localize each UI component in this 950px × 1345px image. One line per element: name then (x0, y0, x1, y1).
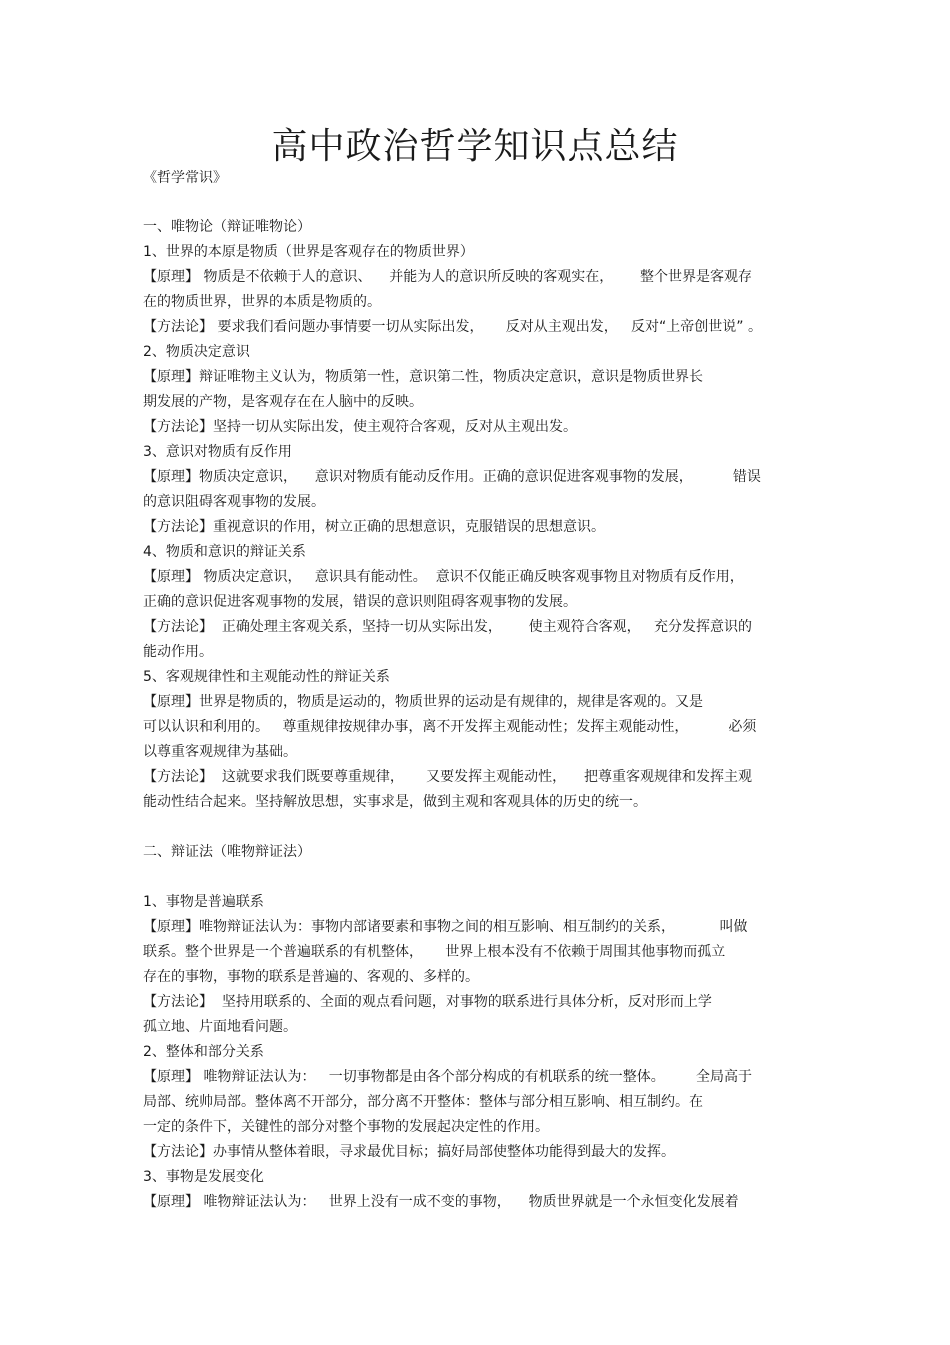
text-line: 1、世界的本原是物质（世界是客观存在的物质世界） (143, 244, 474, 260)
document-body (143, 166, 811, 1215)
text-line: 【方法论】 这就要求我们既要尊重规律， 又要发挥主观能动性， 把尊重客观规律和发挥主观 (143, 769, 752, 785)
text-line: 2、物质决定意识 (143, 344, 250, 360)
text-line: 4、物质和意识的辩证关系 (143, 544, 306, 560)
text-line: 在的物质世界，世界的本质是物质的。 (143, 294, 381, 310)
text-line: 2、整体和部分关系 (143, 1044, 264, 1060)
text-line: 3、事物是发展变化 (143, 1169, 264, 1185)
text-line: 【方法论】坚持一切从实际出发，使主观符合客观，反对从主观出发。 (143, 419, 577, 435)
text-line: 一定的条件下，关键性的部分对整个事物的发展起决定性的作用。 (143, 1119, 549, 1135)
text-line: 【方法论】 要求我们看问题办事情要一切从实际出发， 反对从主观出发， 反对“上帝创世说” 。 (143, 319, 763, 335)
text-line: 能动作用。 (143, 644, 213, 660)
text-line: 可以认识和利用的。 尊重规律按规律办事，离不开发挥主观能动性；发挥主观能动性， 必须 (143, 719, 757, 735)
document-title: 高中政治哲学知识点总结 (271, 126, 679, 167)
text-line: 【原理】 物质是不依赖于人的意识、 并能为人的意识所反映的客观实在， 整个世界是客观存 (143, 269, 752, 285)
text-line: 【原理】世界是物质的，物质是运动的，物质世界的运动是有规律的，规律是客观的。又是 (143, 694, 703, 710)
document-subtitle: 《哲学常识》 (143, 170, 227, 186)
text-line: 以尊重客观规律为基础。 (143, 744, 297, 760)
text-line: 【方法论】重视意识的作用，树立正确的思想意识，克服错误的思想意识。 (143, 519, 605, 535)
text-line: 【原理】唯物辩证法认为：事物内部诸要素和事物之间的相互影响、相互制约的关系， 叫做 (143, 919, 748, 935)
section-heading-dialectics: 二、辩证法（唯物辩证法） (143, 844, 311, 860)
text-line: 【原理】 物质决定意识， 意识具有能动性。 意识不仅能正确反映客观事物且对物质有反作用， (143, 569, 744, 585)
text-line: 局部、统帅局部。整体离不开部分，部分离不开整体：整体与部分相互影响、相互制约。在 (143, 1094, 703, 1110)
section-heading-materialism: 一、唯物论（辩证唯物论） (143, 219, 311, 235)
text-line: 联系。整个世界是一个普遍联系的有机整体， 世界上根本没有不依赖于周围其他事物而孤立 (143, 944, 726, 960)
text-line: 正确的意识促进客观事物的发展，错误的意识则阻碍客观事物的发展。 (143, 594, 577, 610)
text-line: 【方法论】办事情从整体着眼，寻求最优目标；搞好局部使整体功能得到最大的发挥。 (143, 1144, 675, 1160)
text-line: 【原理】辩证唯物主义认为，物质第一性，意识第二性，物质决定意识，意识是物质世界长 (143, 369, 703, 385)
text-line: 孤立地、片面地看问题。 (143, 1019, 297, 1035)
text-line: 【原理】 唯物辩证法认为： 世界上没有一成不变的事物， 物质世界就是一个永恒变化发展着 (143, 1194, 739, 1210)
text-line: 5、客观规律性和主观能动性的辩证关系 (143, 669, 390, 685)
text-line: 存在的事物，事物的联系是普遍的、客观的、多样的。 (143, 969, 479, 985)
text-line: 【原理】物质决定意识， 意识对物质有能动反作用。正确的意识促进客观事物的发展， 错误 (143, 469, 761, 485)
text-line: 1、事物是普遍联系 (143, 894, 264, 910)
text-line: 【方法论】 坚持用联系的、全面的观点看问题，对事物的联系进行具体分析，反对形而上学 (143, 994, 712, 1010)
text-line: 【原理】 唯物辩证法认为： 一切事物都是由各个部分构成的有机联系的统一整体。 全局高于 (143, 1069, 752, 1085)
spacer (143, 865, 811, 890)
text-line: 【方法论】 正确处理主客观关系，坚持一切从实际出发， 使主观符合客观， 充分发挥意识的 (143, 619, 752, 635)
text-line: 的意识阻碍客观事物的发展。 (143, 494, 325, 510)
text-line: 期发展的产物，是客观存在在人脑中的反映。 (143, 394, 423, 410)
spacer (143, 815, 811, 840)
spacer (143, 191, 811, 215)
text-line: 能动性结合起来。坚持解放思想，实事求是，做到主观和客观具体的历史的统一。 (143, 794, 647, 810)
text-line: 3、意识对物质有反作用 (143, 444, 292, 460)
